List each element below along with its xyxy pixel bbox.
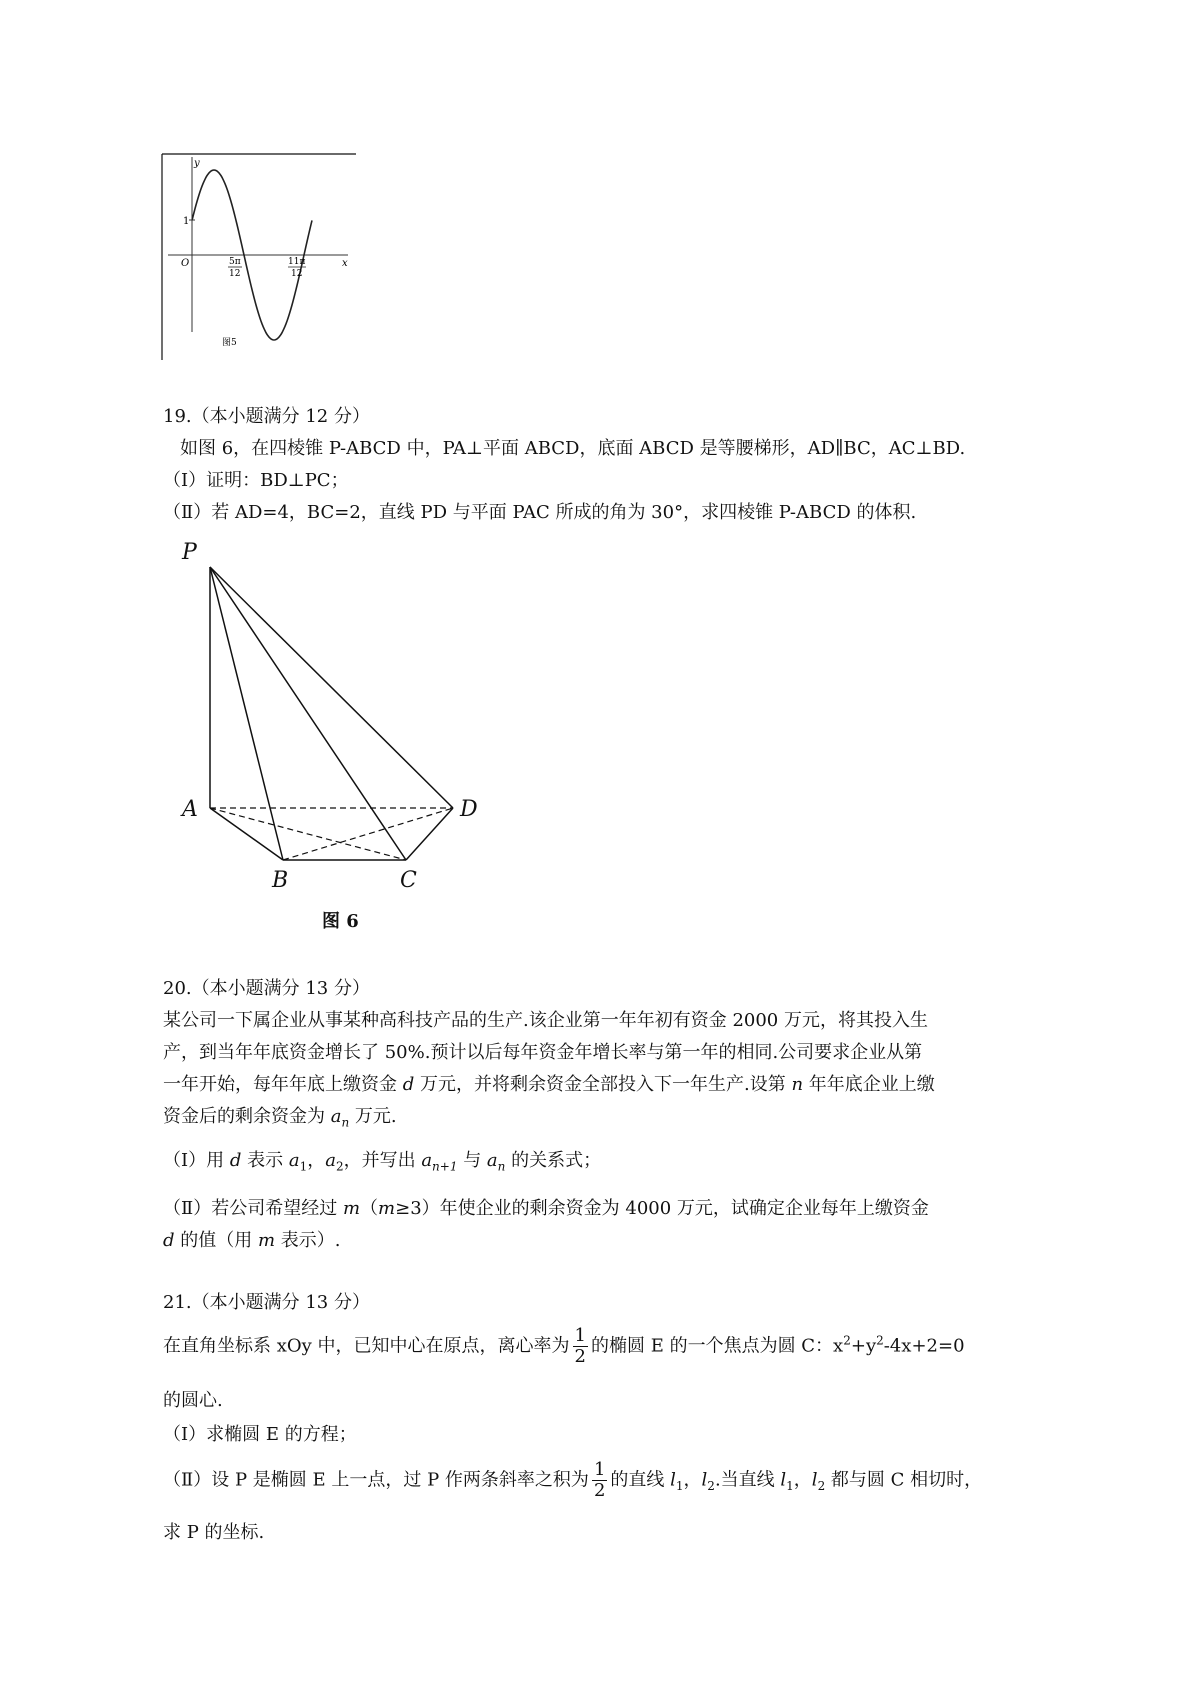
x-tick-1-numerator: 5π: [229, 257, 241, 267]
y-tick-label: 1: [183, 216, 190, 227]
q19-part1: （Ⅰ）证明：BD⊥PC；: [163, 470, 349, 491]
q20-header: 20.（本小题满分 13 分）: [163, 978, 370, 999]
q19-part2: （Ⅱ）若 AD=4，BC=2，直线 PD 与平面 PAC 所成的角为 30°，求四棱锥 P-ABCD 的体积.: [163, 502, 917, 523]
eccentricity-fraction: $\frac{1}{2}$: [574, 1325, 586, 1367]
q19-header: 19.（本小题满分 12 分）: [163, 406, 370, 427]
q21-header: 21.（本小题满分 13 分）: [163, 1292, 370, 1313]
q21-line2: 的圆心.: [163, 1390, 223, 1411]
q20-part1: （Ⅰ）用 d 表示 $a_1$，$a_2$，并写出 $a_{n+1}$ 与 $a_n$ 的关系式；: [163, 1150, 602, 1174]
q20-line3: 一年开始，每年年底上缴资金 d 万元，并将剩余资金全部投入下一年生产.设第 n 年年底企业上缴: [163, 1074, 935, 1095]
vertex-label-A: A: [182, 797, 198, 822]
origin-label: O: [181, 258, 190, 269]
figure-5-caption: 图5: [222, 338, 237, 348]
x-tick-2-denominator: 12: [291, 269, 303, 279]
q21-part1: （Ⅰ）求椭圆 E 的方程；: [163, 1424, 357, 1445]
q21-line1: 在直角坐标系 xOy 中，已知中心在原点，离心率为 $\frac{1}{2}$ 的椭圆 E 的一个焦点为圆 C：$x^2+y^2-4x+2=0$: [163, 1325, 965, 1367]
vertex-label-P: P: [182, 540, 197, 565]
q20-line2: 产，到当年年底资金增长了 50%.预计以后每年资金年增长率与第一年的相同.公司要求企业从第: [163, 1042, 923, 1063]
vertex-label-D: D: [460, 797, 478, 822]
q20-line4: 资金后的剩余资金为 $a_n$ 万元.: [163, 1106, 397, 1130]
edge-PD: [210, 567, 453, 808]
vertex-label-C: C: [400, 868, 417, 893]
x-tick-2-numerator: 11π: [288, 257, 306, 267]
q20-part2-line2: d 的值（用 m 表示）.: [163, 1230, 341, 1251]
x-axis-label: x: [342, 258, 348, 269]
q21-part2-last: 求 P 的坐标.: [163, 1522, 265, 1543]
q20-line1: 某公司一下属企业从事某种高科技产品的生产.该企业第一年年初有资金 2000 万元，将其投入生: [163, 1010, 928, 1031]
q19-stem: 如图 6，在四棱锥 P-ABCD 中，PA⊥平面 ABCD，底面 ABCD 是等腰梯形，AD∥BC，AC⊥BD.: [180, 438, 966, 459]
vertex-label-B: B: [272, 868, 289, 893]
q21-part2: （Ⅱ）设 P 是椭圆 E 上一点，过 P 作两条斜率之积为 $\frac{1}{2}$ 的直线 $l_1$，$l_2$.当直线 $l_1$，$l_2$ 都与圆 C 相切时，: [163, 1459, 983, 1501]
q20-part2-line1: （Ⅱ）若公司希望经过 m（m≥3）年使企业的剩余资金为 4000 万元，试确定企业每年上缴资金: [163, 1198, 929, 1219]
figure-6-pyramid: [170, 535, 510, 935]
figure-6-caption: 图 6: [322, 911, 359, 932]
figure-5-sine-graph: [160, 152, 360, 362]
x-tick-1-denominator: 12: [229, 269, 241, 279]
y-axis-label: y: [194, 158, 200, 169]
slope-product-fraction: $\frac{1}{2}$: [593, 1459, 606, 1501]
